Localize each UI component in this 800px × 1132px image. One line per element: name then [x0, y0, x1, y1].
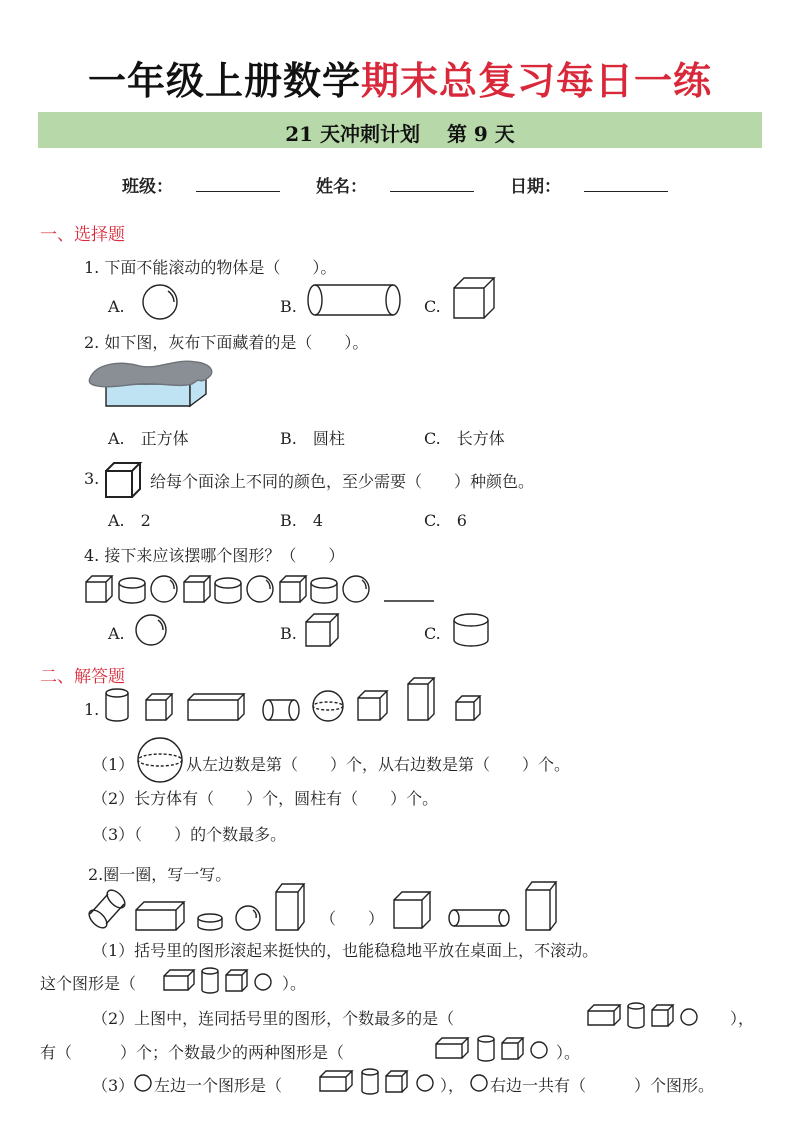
sphere-icon [247, 576, 273, 602]
cube-icon [358, 691, 387, 720]
cube-icon [304, 612, 344, 648]
s2-q1-sub2: （2）长方体有（ ）个，圆柱有（ ）个。 [92, 789, 439, 808]
s2-q2-empty-parenthesis: （ ） [320, 909, 385, 928]
cylinder-short-icon [198, 914, 222, 930]
cuboid-icon [436, 1038, 468, 1058]
s2-q2-sub3-end: 右边一共有（ ）个图形。 [490, 1076, 715, 1095]
q4-option-c-label: C. [424, 624, 441, 643]
cube-icon [86, 576, 112, 602]
s2-q2-sub1-line2-start: 这个图形是（ [40, 974, 137, 993]
cuboid-icon [136, 902, 184, 930]
q2-option-a: A. 正方体 [108, 429, 189, 448]
cube-icon [146, 694, 172, 720]
s2-q2-intro: 2.圈一圈，写一写。 [88, 865, 232, 884]
sphere-icon [134, 1073, 154, 1093]
cylinder-icon [119, 578, 145, 603]
q4-option-b-label: B. [280, 624, 297, 643]
sphere-icon [470, 1073, 490, 1093]
cylinder-icon [628, 1003, 644, 1028]
cylinder-icon [452, 612, 492, 648]
title-black-part: 一年级上册数学 [87, 58, 361, 103]
sphere-icon [343, 576, 369, 602]
banner-text: 21 天冲刺计划 第 9 天 [285, 122, 515, 146]
cuboid-icon [320, 1071, 352, 1091]
cuboid-tall-icon [408, 678, 434, 720]
class-field[interactable] [196, 190, 280, 192]
q2-text: 2. 如下图，灰布下面藏着的是（ ）。 [84, 333, 369, 352]
class-label: 班级： [122, 177, 173, 197]
q1-text: 1. 下面不能滚动的物体是（ ）。 [84, 258, 337, 277]
cube-icon [226, 970, 247, 991]
cube-icon [452, 276, 500, 322]
hidden-cuboid-under-cloth-icon [88, 358, 218, 412]
s2-q2-sub2-line1-end: ）， [730, 1009, 755, 1028]
s2-q2-sub2-line2-end: ）。 [556, 1043, 581, 1062]
s2-q2-sub2-most-choices[interactable] [586, 1001, 706, 1031]
sphere-icon [531, 1042, 547, 1058]
q3-option-a: A. 2 [108, 511, 151, 530]
s2-q2-sub3-start: （3） [92, 1076, 135, 1095]
s2-q2-sub2-line2-start: 有（ ）个；个数最少的两种图形是（ [40, 1043, 345, 1062]
cube-icon [184, 576, 210, 602]
cuboid-icon [164, 970, 194, 990]
q3-option-b: B. 4 [280, 511, 324, 530]
section-1-heading: 一、选择题 [40, 225, 125, 245]
cylinder-lying-icon [449, 910, 509, 926]
s2-q2-sub1-line1: （1）括号里的图形滚起来挺快的，也能稳稳地平放在桌面上，不滚动。 [92, 941, 599, 960]
s2-q2-sub2-least-choices[interactable] [434, 1034, 554, 1064]
cuboid-icon [188, 694, 244, 720]
cuboid-tall-icon [526, 882, 556, 930]
sphere-icon [136, 736, 186, 784]
s2-q2-sub3-choices[interactable] [318, 1067, 438, 1097]
s2-q1-sub3: （3）（ ）的个数最多。 [92, 825, 287, 844]
cube-icon [386, 1071, 407, 1092]
cylinder-lying-icon [305, 282, 405, 322]
q3-text: 给每个面涂上不同的颜色，至少需要（ ）种颜色。 [150, 472, 535, 491]
s2-q2-sub3-mid1: 左边一个图形是（ [154, 1076, 283, 1095]
s2-q1-sub1-open: （1） [92, 755, 135, 774]
cylinder-icon [362, 1069, 378, 1094]
cube-icon [104, 461, 150, 499]
cylinder-icon [311, 578, 337, 603]
q4-text: 4. 接下来应该摆哪个图形？（ ） [84, 546, 345, 565]
sphere-icon [138, 282, 184, 322]
s2-q2-sub1-line2-end: ）。 [282, 974, 307, 993]
cuboid-icon [588, 1005, 620, 1025]
sphere-icon [313, 691, 343, 721]
s2-q1-number: 1. [84, 700, 100, 719]
cylinder-icon [106, 689, 128, 721]
name-label: 姓名： [316, 177, 367, 197]
title-red-part: 期末总复习每日一练 [361, 58, 713, 103]
cylinder-icon [215, 578, 241, 603]
cylinder-icon [478, 1036, 494, 1061]
q3-option-c: C. 6 [424, 511, 467, 530]
date-label: 日期： [510, 177, 561, 197]
cube-icon [652, 1005, 673, 1026]
q3-number: 3. [84, 469, 100, 488]
sphere-icon [134, 612, 170, 648]
cylinder-lying-icon [263, 700, 299, 720]
s2-q1-sub1-text: 从左边数是第（ ）个，从右边数是第（ ）个。 [186, 755, 571, 774]
worksheet-title [0, 50, 800, 105]
section-2-heading: 二、解答题 [40, 667, 125, 687]
cube-icon [394, 892, 430, 928]
q1-option-a-label: A. [108, 297, 125, 316]
cube-icon [456, 696, 480, 720]
cuboid-tall-icon [276, 884, 304, 930]
date-field[interactable] [584, 190, 668, 192]
q1-option-b-label: B. [280, 297, 297, 316]
q4-option-a-label: A. [108, 624, 125, 643]
sphere-icon [417, 1075, 433, 1091]
shape-sequence-pattern [84, 573, 444, 607]
name-field[interactable] [390, 190, 474, 192]
s2-q2-sub2-line1-start: （2）上图中，连同括号里的图形，个数最多的是（ [92, 1009, 455, 1028]
sphere-icon [255, 974, 271, 990]
sphere-icon [151, 576, 177, 602]
cube-icon [280, 576, 306, 602]
sphere-icon [236, 906, 260, 930]
q2-option-c: C. 长方体 [424, 429, 505, 448]
cylinder-icon [202, 968, 218, 993]
s2-q1-shape-row [104, 676, 494, 726]
q1-option-c-label: C. [424, 297, 441, 316]
sphere-icon [681, 1009, 697, 1025]
s2-q2-sub1-choices[interactable] [162, 966, 282, 996]
q2-option-b: B. 圆柱 [280, 429, 345, 448]
cube-icon [502, 1038, 523, 1059]
cylinder-tilted-icon [86, 887, 128, 931]
s2-q2-sub3-mid2: ）， [440, 1076, 465, 1095]
